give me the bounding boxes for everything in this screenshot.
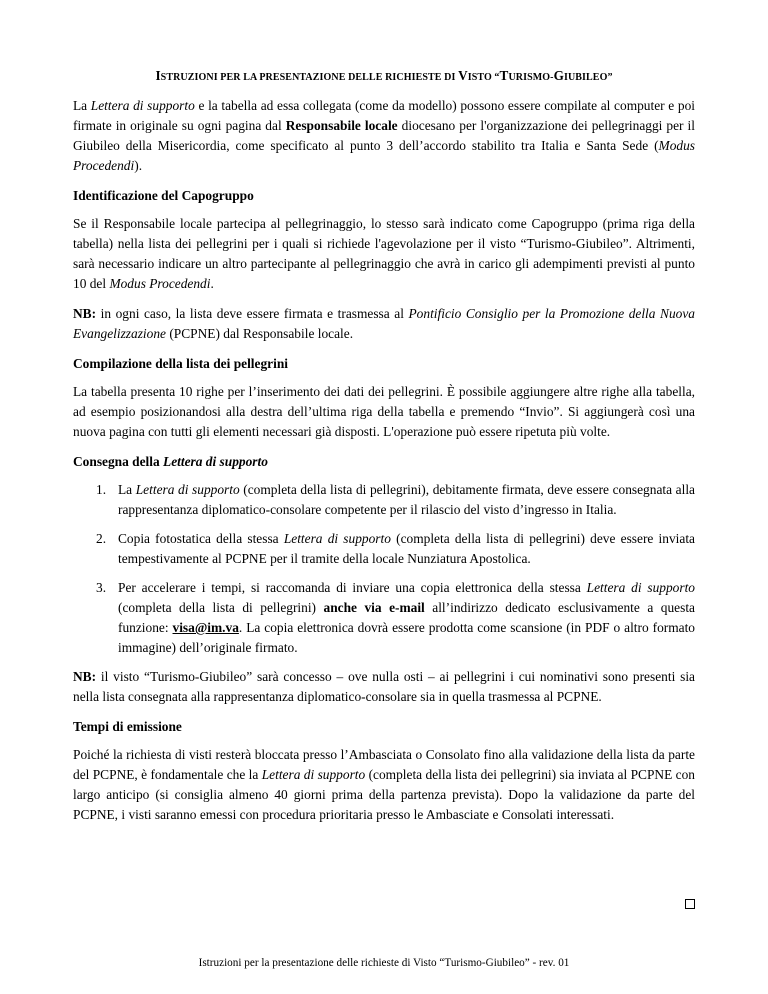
list-item: 2. Copia fotostatica della stessa Lettera di supporto (completa della lista di pellegrini) deve essere inviata tempestivamente al PCPNE per il tramite della locale Nunziatura Apostolica.: [96, 531, 695, 566]
page-footer: Istruzioni per la presentazione delle richieste di Visto “Turismo-Giubileo” - rev. 01: [198, 957, 570, 969]
heading-tempi: Tempi di emissione: [73, 719, 182, 734]
heading-capogruppo: Identificazione del Capogruppo: [73, 188, 254, 203]
compilazione-paragraph: La tabella presenta 10 righe per l’inserimento dei dati dei pellegrini. È possibile aggiungere altre righe alla tabella, ad esempio posizionandosi alla destra dell’ultima riga della tabella e premendo “Invio”. Si aggiungerà così una nuova pagina con tutti gli elementi necessari già disposti. L'operazione può essere ripetuta più volte.: [73, 384, 695, 439]
email-link[interactable]: visa@im.va: [172, 620, 239, 635]
capogruppo-paragraph: Se il Responsabile locale partecipa al pellegrinaggio, lo stesso sarà indicato come Capogruppo (prima riga della tabella) nella lista dei pellegrini per i quali si richiede l'agevolazione per il visto “Turismo-Giubileo”. Altrimenti, sarà necessario indicare un altro partecipante al pellegrinaggio che avrà in carico gli adempimenti previsti al punto 10 del Modus Procedendi.: [73, 216, 695, 291]
tempi-paragraph: Poiché la richiesta di visti resterà bloccata presso l’Ambasciata o Consolato fino alla validazione della lista da parte del PCPNE, è fondamentale che la Lettera di supporto (completa della lista dei pellegrini) sia inviata al PCPNE con largo anticipo (si consiglia almeno 40 giorni prima della partenza prevista). Dopo la validazione da parte del PCPNE, i visti saranno emessi con procedura prioritaria presso le Ambasciate e Consolati interessati.: [73, 747, 695, 822]
capogruppo-nb-paragraph: NB: in ogni caso, la lista deve essere firmata e trasmessa al Pontificio Consiglio per la Promozione della Nuova Evangelizzazione (PCPNE) dal Responsabile locale.: [73, 306, 695, 341]
consegna-nb-paragraph: NB: il visto “Turismo-Giubileo” sarà concesso – ove nulla osti – ai pellegrini i cui nominativi sono presenti sia nella lista consegnata alla rappresentanza diplomatico-consolare sia in quella trasmessa al PCPNE.: [73, 669, 695, 704]
heading-compilazione: Compilazione della lista dei pellegrini: [73, 356, 288, 371]
heading-consegna: Consegna della Lettera di supporto: [73, 454, 268, 469]
document-title: ISTRUZIONI PER LA PRESENTAZIONE DELLE RICHIESTE DI VISTO “TURISMO-GIUBILEO”: [155, 68, 613, 83]
list-item: 1. La Lettera di supporto (completa della lista di pellegrini), debitamente firmata, deve essere consegnata alla rappresentanza diplomatico-consolare competente per il rilascio del visto d’ingresso in Italia.: [96, 482, 695, 517]
document-body: [73, 66, 695, 825]
end-square-icon: [685, 899, 695, 909]
intro-paragraph: La Lettera di supporto e la tabella ad essa collegata (come da modello) possono essere compilate al computer e poi firmate in originale su ogni pagina dal Responsabile locale diocesano per l'organizzazione dei pellegrinaggi per il Giubileo della Misericordia, come specificato al punto 3 dell’accordo stabilito tra Italia e Santa Sede (Modus Procedendi).: [73, 98, 695, 173]
consegna-list: [73, 480, 695, 658]
list-item: 3. Per accelerare i tempi, si raccomanda di inviare una copia elettronica della stessa Lettera di supporto (completa della lista di pellegrini) anche via e-mail all’indirizzo dedicato esclusivamente a questa funzione: visa@im.va. La copia elettronica dovrà essere prodotta come scansione (in PDF o altro formato immagine) dell’originale firmato.: [96, 580, 696, 655]
